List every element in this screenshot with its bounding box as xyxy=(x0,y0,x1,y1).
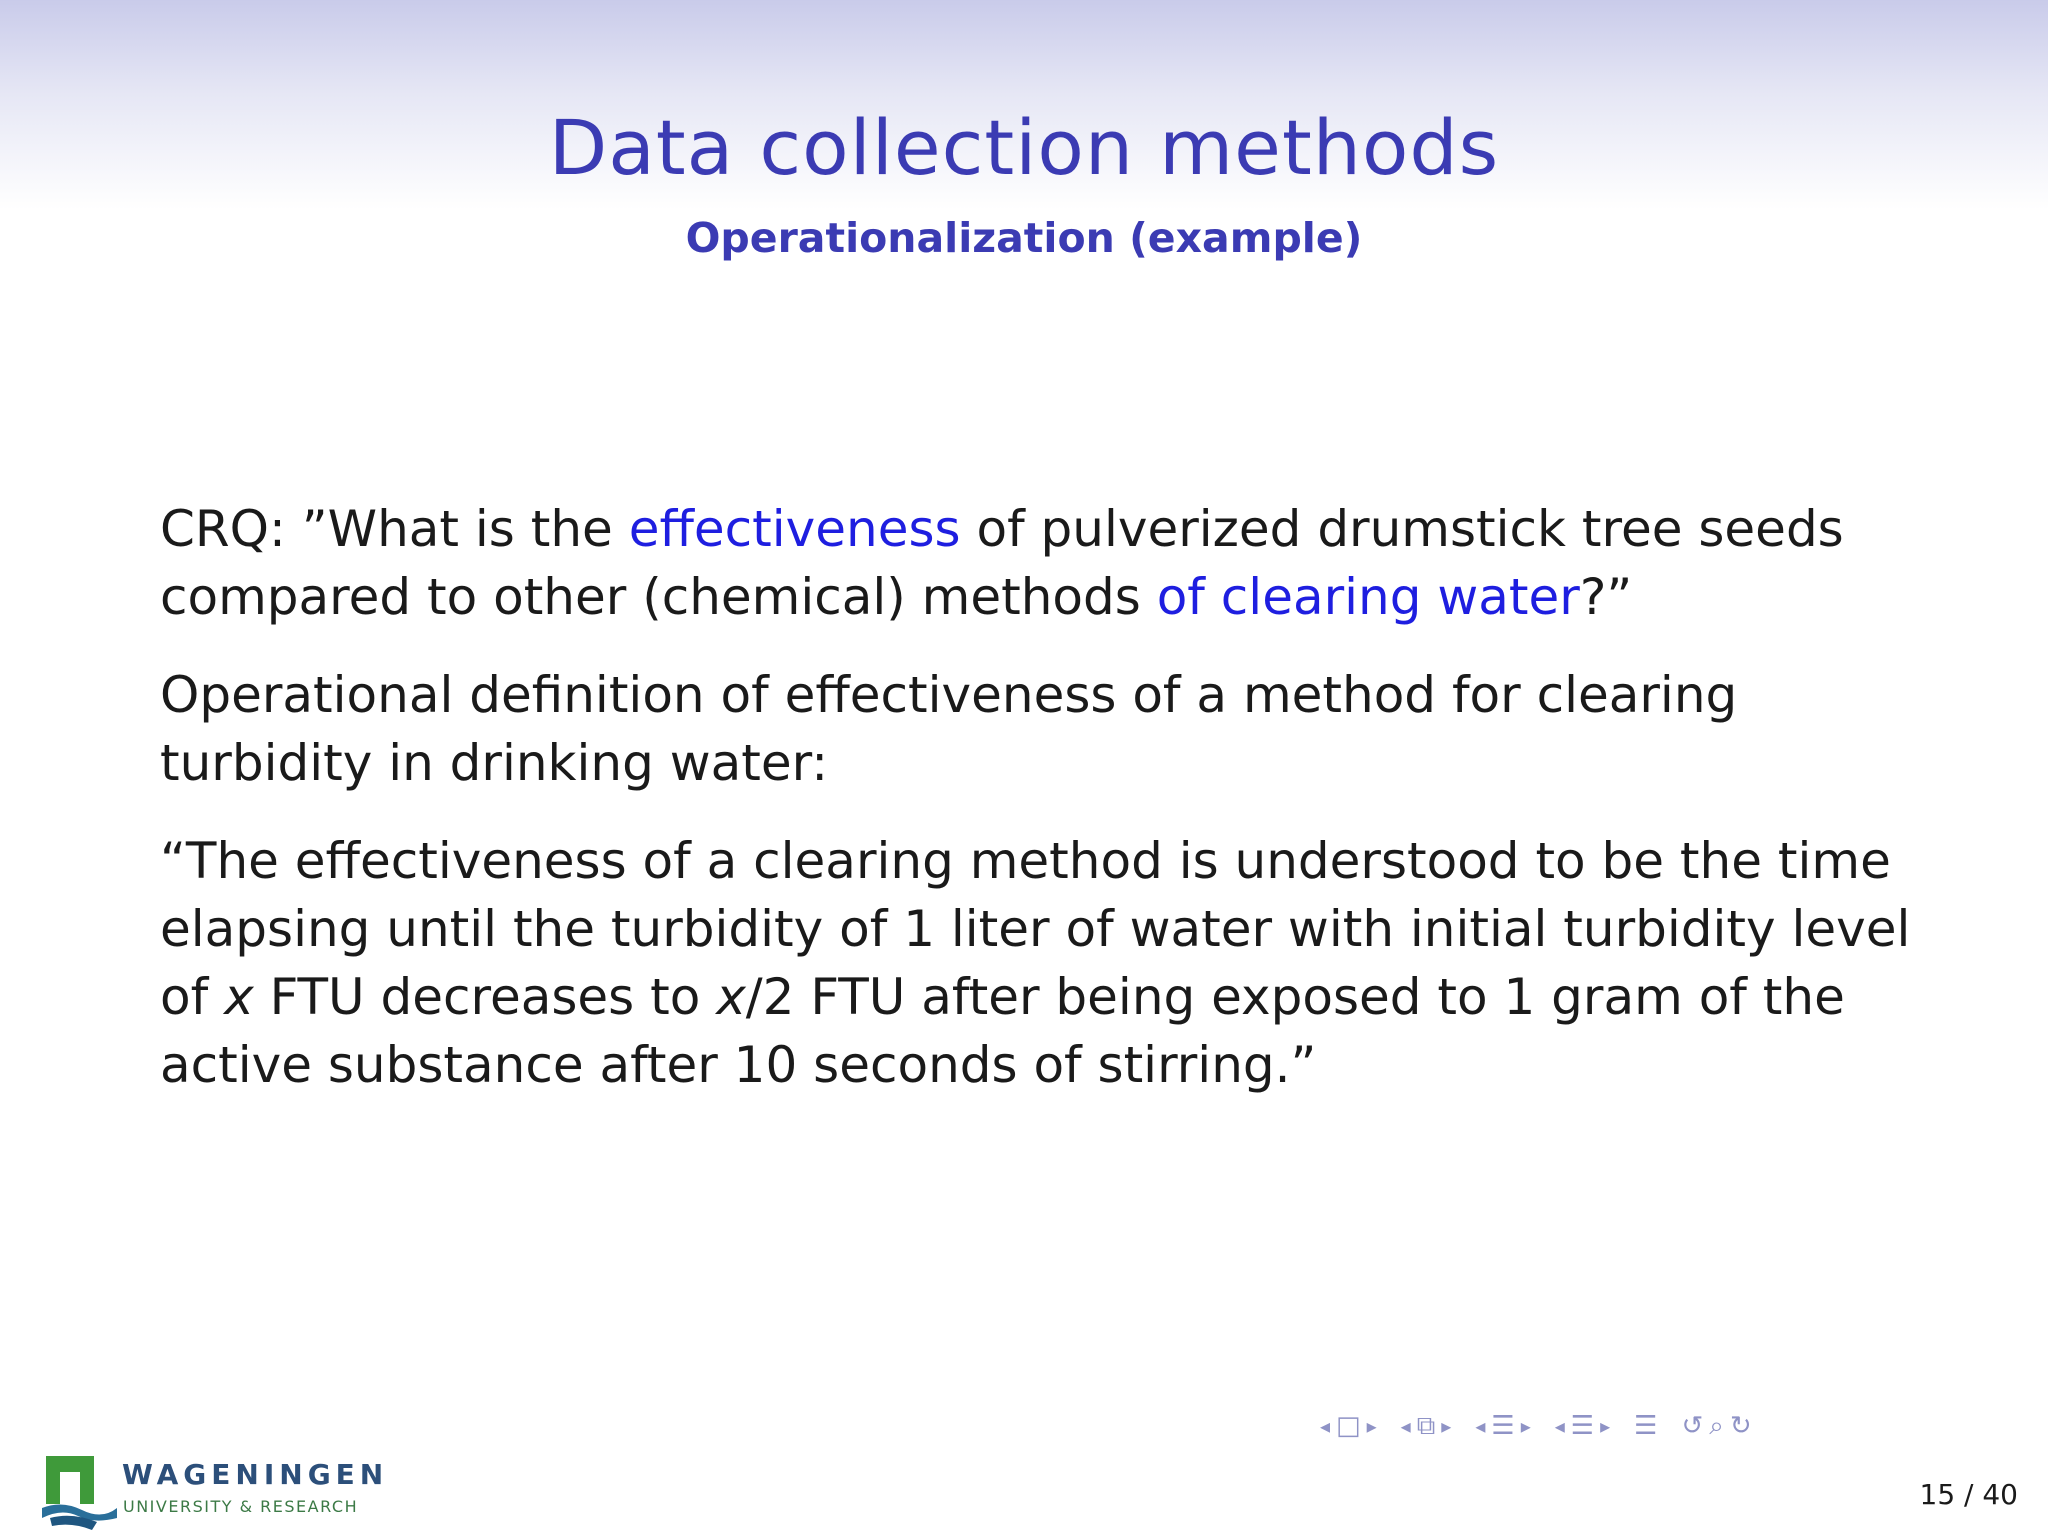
crq-end: ?” xyxy=(1579,568,1633,626)
quote-part-2: FTU decreases to xyxy=(253,968,717,1026)
crq-highlight-clearing-water: of clearing water xyxy=(1156,568,1580,626)
section-prev-arrow-icon[interactable]: ◂ xyxy=(1554,1414,1565,1438)
undo-icon[interactable]: ↺ xyxy=(1681,1411,1704,1441)
logo-wordmark: WAGENINGEN xyxy=(122,1458,389,1491)
frame-next-arrow-icon[interactable]: ▸ xyxy=(1441,1414,1452,1438)
crq-middle: of pulverized drumstick tree seeds compared to other (chemical) methods xyxy=(160,500,1844,626)
nav-next-arrow-icon[interactable]: ▸ xyxy=(1366,1414,1377,1438)
wageningen-logo-icon xyxy=(42,1452,117,1530)
quote-variable-x-2: x xyxy=(716,968,746,1026)
subsection-next-arrow-icon[interactable]: ▸ xyxy=(1520,1414,1531,1438)
logo-subtitle: UNIVERSITY & RESEARCH xyxy=(123,1497,359,1516)
crq-highlight-effectiveness: effectiveness xyxy=(628,500,961,558)
university-logo xyxy=(42,1452,422,1532)
frame-prev-arrow-icon[interactable]: ◂ xyxy=(1400,1414,1411,1438)
nav-frame-group xyxy=(1401,1411,1452,1442)
page-number: 15 / 40 xyxy=(1919,1478,2018,1511)
nav-slide-group xyxy=(1320,1411,1377,1441)
slide-content xyxy=(160,495,1920,1129)
nav-section-group xyxy=(1555,1411,1610,1441)
crq-paragraph xyxy=(160,495,1920,631)
section-icon[interactable]: ☰ xyxy=(1570,1411,1595,1441)
crq-prefix: CRQ: ”What is the xyxy=(160,500,629,558)
subsection-prev-arrow-icon[interactable]: ◂ xyxy=(1475,1414,1486,1438)
section-next-arrow-icon[interactable]: ▸ xyxy=(1600,1414,1611,1438)
quote-part-1: “The effectiveness of a clearing method is understood to be the time elapsing until the turbidity of 1 liter of water with initial turbidity level of xyxy=(160,832,1911,1026)
nav-prev-arrow-icon[interactable]: ◂ xyxy=(1320,1414,1331,1438)
definition-quote xyxy=(160,827,1920,1099)
quote-variable-x: x xyxy=(224,968,254,1026)
slide-title: Data collection methods xyxy=(548,103,1500,192)
nav-tools-group xyxy=(1681,1411,1751,1442)
frames-icon[interactable]: ⧉ xyxy=(1416,1410,1436,1441)
redo-icon[interactable]: ↻ xyxy=(1729,1411,1752,1441)
nav-toc-group xyxy=(1634,1411,1657,1441)
quote-part-3: /2 FTU after being exposed to 1 gram of the active substance after 10 seconds of stirring.” xyxy=(160,968,1845,1094)
slide-subtitle: Operationalization (example) xyxy=(685,214,1363,262)
toc-icon[interactable]: ☰ xyxy=(1634,1411,1658,1441)
slide-frame-icon[interactable]: □ xyxy=(1336,1411,1361,1441)
definition-intro: Operational definition of effectiveness of a method for clearing turbidity in drinking water: xyxy=(160,666,1738,792)
nav-subsection-group xyxy=(1475,1411,1530,1441)
beamer-navigation xyxy=(1320,1406,2030,1446)
subsection-icon[interactable]: ☰ xyxy=(1491,1411,1515,1441)
search-icon[interactable]: ⌕ xyxy=(1709,1410,1724,1441)
